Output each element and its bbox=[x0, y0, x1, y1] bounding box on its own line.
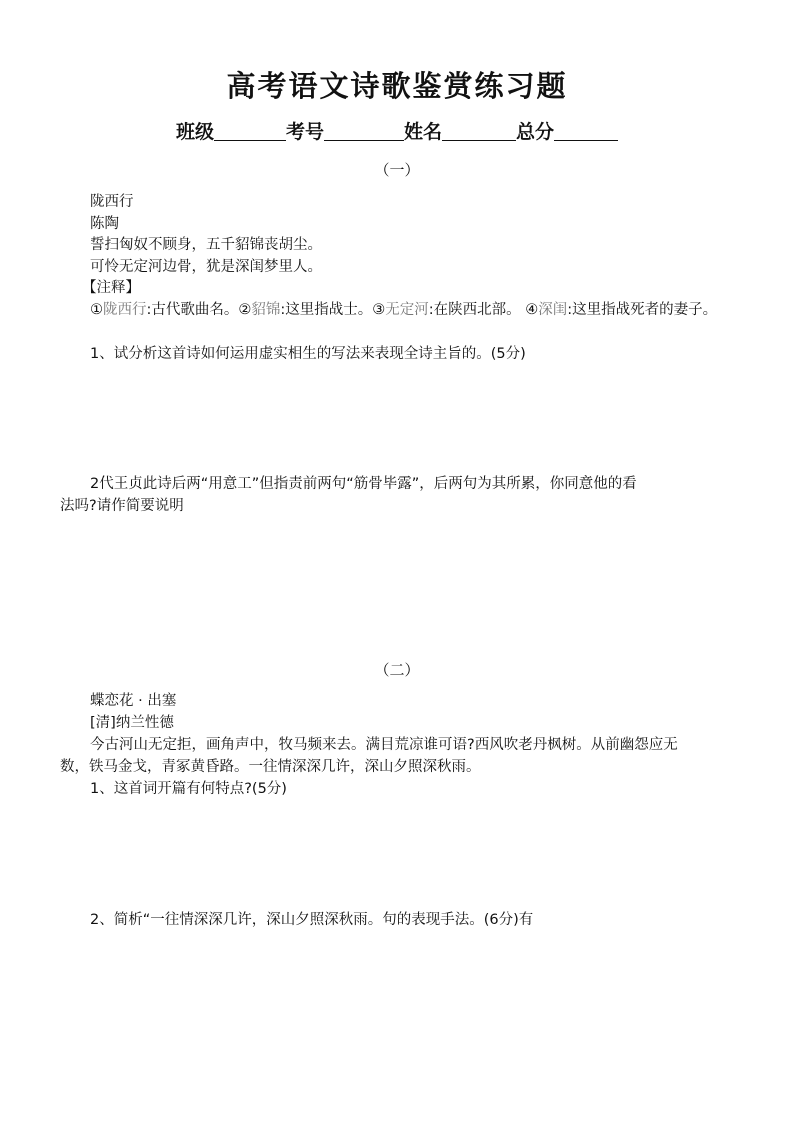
note-term-2: 貂锦 bbox=[251, 302, 281, 318]
poem-2-text-line-1: 今古河山无定拒，画角声中，牧马频来去。满目荒凉谁可语?西风吹老丹枫树。从前幽怨应无 bbox=[90, 737, 678, 753]
note-marker: ① bbox=[90, 302, 103, 318]
total-score-blank[interactable] bbox=[554, 122, 618, 141]
note-def-3: :在陕西北部。 ④ bbox=[428, 302, 539, 318]
notes-text bbox=[60, 300, 736, 322]
note-term-3: 无定河 bbox=[385, 302, 429, 318]
exam-number-label: 考号 bbox=[285, 121, 324, 143]
section-2-question-1: 1、这首词开篇有何特点?(5分) bbox=[90, 781, 287, 797]
class-blank[interactable] bbox=[214, 122, 286, 141]
name-blank[interactable] bbox=[442, 122, 516, 141]
name-label: 姓名 bbox=[404, 121, 443, 143]
note-def-1: :古代歌曲名。② bbox=[146, 302, 252, 318]
note-def-2: :这里指战士。③ bbox=[280, 302, 386, 318]
note-term-1: 陇西行 bbox=[103, 302, 147, 318]
poem-1-author: 陈陶 bbox=[90, 216, 119, 232]
section-1-question-1: 1、试分析这首诗如何运用虚实相生的写法来表现全诗主旨的。(5分) bbox=[90, 346, 526, 362]
section-2-heading: （二） bbox=[374, 661, 420, 679]
poem-2-title: 蝶恋花 · 出塞 bbox=[90, 693, 177, 709]
total-score-label: 总分 bbox=[516, 121, 555, 143]
exam-number-blank[interactable] bbox=[324, 122, 404, 141]
poem-2-author: [清]纳兰性德 bbox=[90, 715, 174, 731]
note-term-4: 深闺 bbox=[538, 302, 568, 318]
poem-1-line-1: 誓扫匈奴不顾身，五千貂锦丧胡尘。 bbox=[90, 237, 322, 253]
class-label: 班级 bbox=[175, 121, 214, 143]
page-title: 高考语文诗歌鉴赏练习题 bbox=[226, 69, 568, 103]
note-def-4: :这里指战死者的妻子。 bbox=[567, 302, 718, 318]
notes-heading: 【注释】 bbox=[82, 280, 140, 296]
section-1-heading: （一） bbox=[374, 161, 420, 179]
poem-1-line-2: 可怜无定河边骨，犹是深闺梦里人。 bbox=[90, 259, 322, 275]
section-2-question-2: 2、简析“一往情深深几许，深山夕照深秋雨。句的表现手法。(6分)有 bbox=[90, 912, 534, 928]
poem-2-text-line-2: 数，铁马金戈，青冢黄昏路。一往情深深几许，深山夕照深秋雨。 bbox=[60, 759, 481, 775]
poem-1-title: 陇西行 bbox=[90, 194, 134, 210]
section-1-question-2-line-1: 2代王贞此诗后两“用意工”但指责前两句“筋骨毕露”，后两句为其所累，你同意他的看 bbox=[90, 476, 637, 492]
student-info-line bbox=[0, 117, 794, 144]
section-1-question-2-line-2: 法吗?请作简要说明 bbox=[60, 498, 184, 514]
